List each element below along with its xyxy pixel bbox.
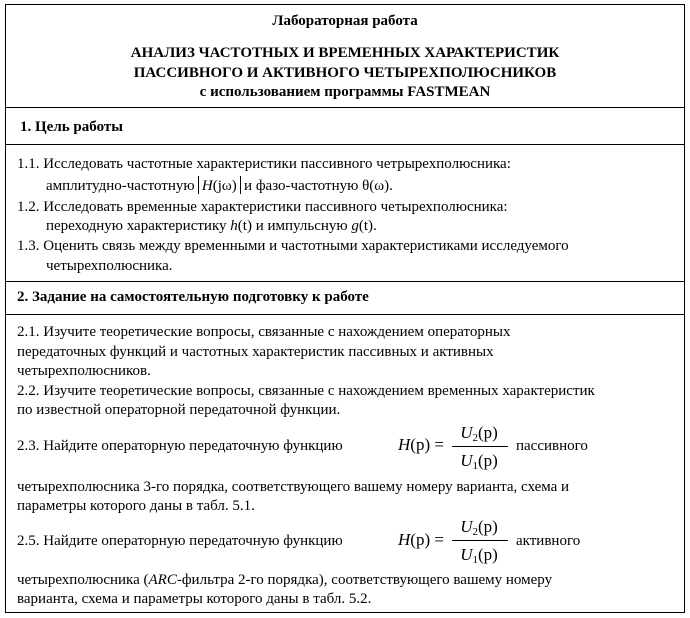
divider xyxy=(5,281,685,282)
p-2-2-line1: 2.2. Изучите теоретические вопросы, связанные с нахождением временных характеристик xyxy=(17,383,595,399)
section1-heading: 1. Цель работы xyxy=(20,119,123,135)
formula-numerator: $U_2(p)$ xyxy=(460,423,498,444)
p-2-5-suffix: активного xyxy=(516,533,581,549)
section2-heading: 2. Задание на самостоятельную подготовку к работе xyxy=(17,289,369,305)
formula-denominator: $U_1(p)$ xyxy=(460,545,498,566)
formula-lhs: H(p) = xyxy=(398,435,444,454)
lab-title: Лабораторная работа xyxy=(272,13,418,29)
p-2-3-line3: параметры которого даны в табл. 5.1. xyxy=(17,498,255,514)
p-2-3-prefix: 2.3. Найдите операторную передаточную функцию xyxy=(17,438,343,454)
item-1-1-line1: 1.1. Исследовать частотные характеристики пассивного четрырехполюсника: xyxy=(17,156,511,172)
title-line-1: АНАЛИЗ ЧАСТОТНЫХ И ВРЕМЕННЫХ ХАРАКТЕРИСТИК xyxy=(130,45,560,61)
item-1-2-line1: 1.2. Исследовать временные характеристики пассивного четырехполюсника: xyxy=(17,199,508,215)
formula-denominator: $U_1(p)$ xyxy=(460,451,498,472)
fraction-line xyxy=(452,446,508,447)
p-2-5-line3: варианта, схема и параметры которого даны в табл. 5.2. xyxy=(17,591,372,607)
formula-lhs: H(p) = xyxy=(398,530,444,549)
p-2-2-line2: по известной операторной передаточной функции. xyxy=(17,402,341,418)
p-2-3-suffix: пассивного xyxy=(516,438,588,454)
fraction-line xyxy=(452,540,508,541)
p-2-1-line1: 2.1. Изучите теоретические вопросы, связанные с нахождением операторных xyxy=(17,324,511,340)
formula-numerator: $U_2(p)$ xyxy=(460,517,498,538)
divider xyxy=(5,107,685,108)
p-2-5-line2: четырехполюсника (ARC-фильтра 2-го порядка), соответствующего вашему номеру xyxy=(17,572,553,588)
abs-bar-left xyxy=(198,176,199,194)
item-1-2-line2: переходную характеристику h(t) и импульсную g(t). xyxy=(46,218,377,234)
title-line-2: ПАССИВНОГО И АКТИВНОГО ЧЕТЫРЕХПОЛЮСНИКОВ xyxy=(133,65,557,81)
divider xyxy=(5,314,685,315)
divider xyxy=(5,144,685,145)
item-1-1-line2: амплитудно-частотную H(jω) и фазо-частотную θ(ω). xyxy=(46,178,393,194)
p-2-1-line3: четырехполюсников. xyxy=(17,363,151,379)
p-2-1-line2: передаточных функций и частотных характеристик пассивных и активных xyxy=(17,344,494,360)
p-2-3-line2: четырехполюсника 3-го порядка, соответствующего вашему номеру варианта, схема и xyxy=(17,479,570,495)
p-2-5-prefix: 2.5. Найдите операторную передаточную функцию xyxy=(17,533,343,549)
abs-bar-right xyxy=(240,176,241,194)
item-1-3-line2: четырехполюсника. xyxy=(46,258,173,274)
item-1-3-line1: 1.3. Оценить связь между временными и частотными характеристиками исследуемого xyxy=(17,238,569,254)
title-line-3: с использованием программы FASTMEAN xyxy=(199,84,491,100)
